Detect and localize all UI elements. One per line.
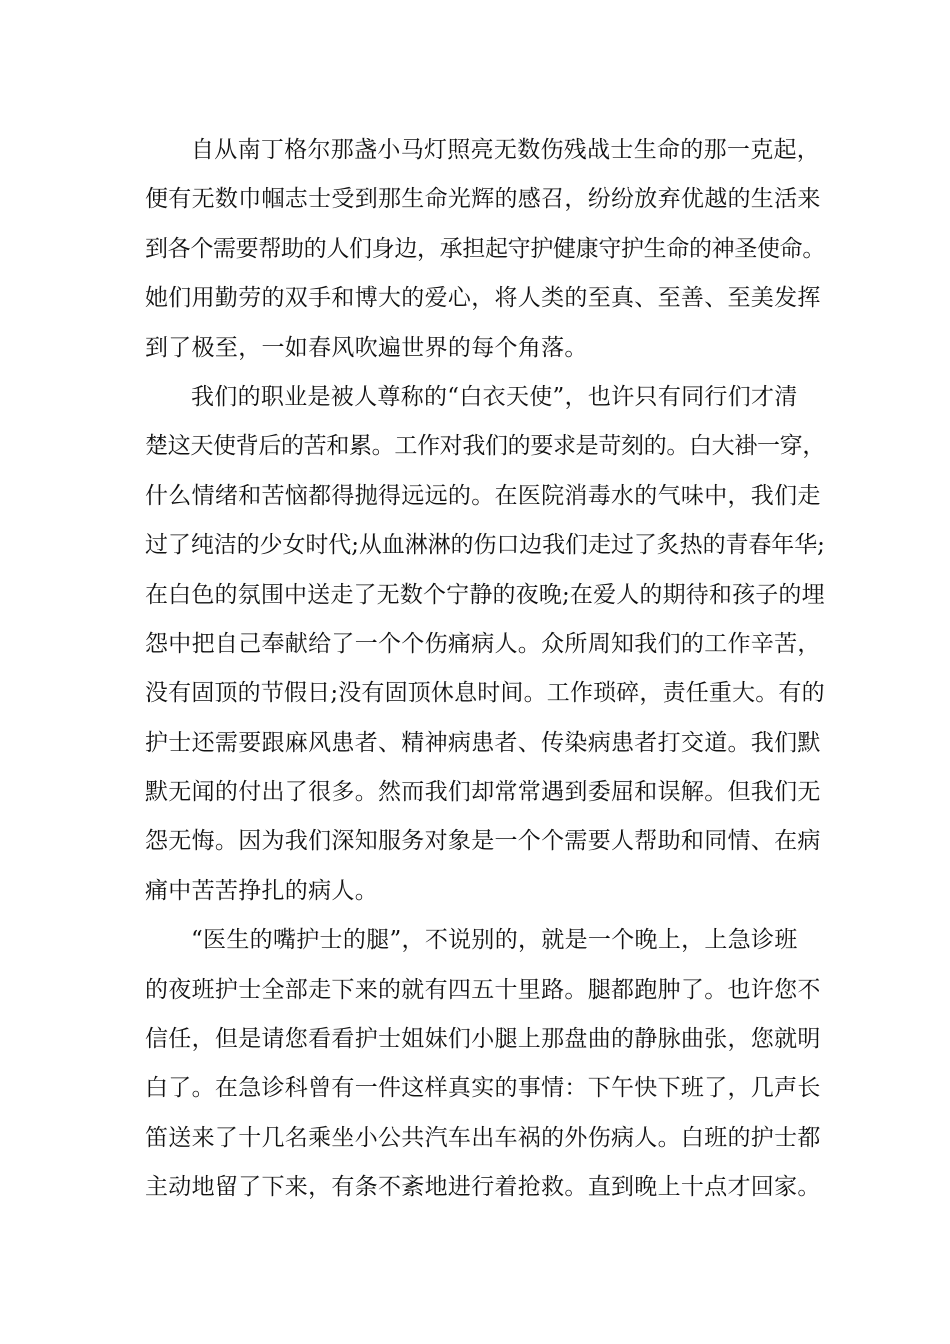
text-line: 到各个需要帮助的人们身边，承担起守护健康守护生命的神圣使命。 bbox=[145, 235, 826, 262]
text-line: 怨无悔。因为我们深知服务对象是一个个需要人帮助和同情、在病 bbox=[145, 828, 821, 855]
paragraph-profession bbox=[145, 373, 825, 916]
paragraph-nightingale bbox=[145, 126, 825, 373]
text-line: 在白色的氛围中送走了无数个宁静的夜晚;在爱人的期待和孩子的埋 bbox=[145, 581, 825, 608]
text-line: 信任，但是请您看看护士姐妹们小腿上那盘曲的静脉曲张，您就明 bbox=[145, 1026, 821, 1053]
text-line: 过了纯洁的少女时代;从血淋淋的伤口边我们走过了炙热的青春年华; bbox=[145, 532, 825, 559]
text-line: 我们的职业是被人尊称的“白衣天使”，也许只有同行们才清 bbox=[191, 383, 798, 410]
text-line: 痛中苦苦挣扎的病人。 bbox=[145, 877, 378, 904]
text-line: 怨中把自己奉献给了一个个伤痛病人。众所周知我们的工作辛苦， bbox=[145, 630, 821, 657]
document-body bbox=[145, 126, 825, 1213]
text-line: 什么情绪和苦恼都得抛得远远的。在医院消毒水的气味中，我们走 bbox=[145, 482, 821, 509]
text-line: 笛送来了十几名乘坐小公共汽车出车祸的外伤病人。白班的护士都 bbox=[145, 1124, 821, 1151]
text-line: 没有固顶的节假日;没有固顶休息时间。工作琐碎，责任重大。有的 bbox=[145, 680, 825, 707]
text-line: 护士还需要跟麻风患者、精神病患者、传染病患者打交道。我们默 bbox=[145, 729, 821, 756]
text-line: 楚这天使背后的苦和累。工作对我们的要求是苛刻的。白大褂一穿， bbox=[145, 433, 826, 460]
text-line: “医生的嘴护士的腿”，不说别的，就是一个晚上，上急诊班 bbox=[191, 927, 798, 954]
text-line: 到了极至，一如春风吹遍世界的每个角落。 bbox=[145, 334, 588, 361]
text-line: 的夜班护士全部走下来的就有四五十里路。腿都跑肿了。也许您不 bbox=[145, 976, 821, 1003]
paragraph-emergency bbox=[145, 916, 825, 1212]
text-line: 便有无数巾帼志士受到那生命光辉的感召，纷纷放弃优越的生活来 bbox=[145, 186, 821, 213]
text-line: 她们用勤劳的双手和博大的爱心，将人类的至真、至善、至美发挥 bbox=[145, 285, 821, 312]
text-line: 默无闻的付出了很多。然而我们却常常遇到委屈和误解。但我们无 bbox=[145, 779, 821, 806]
text-line: 主动地留了下来，有条不紊地进行着抢救。直到晚上十点才回家。 bbox=[145, 1174, 821, 1201]
text-line: 自从南丁格尔那盏小马灯照亮无数伤残战士生命的那一克起， bbox=[191, 137, 821, 163]
text-line: 白了。在急诊科曾有一件这样真实的事情：下午快下班了，几声长 bbox=[145, 1075, 821, 1102]
